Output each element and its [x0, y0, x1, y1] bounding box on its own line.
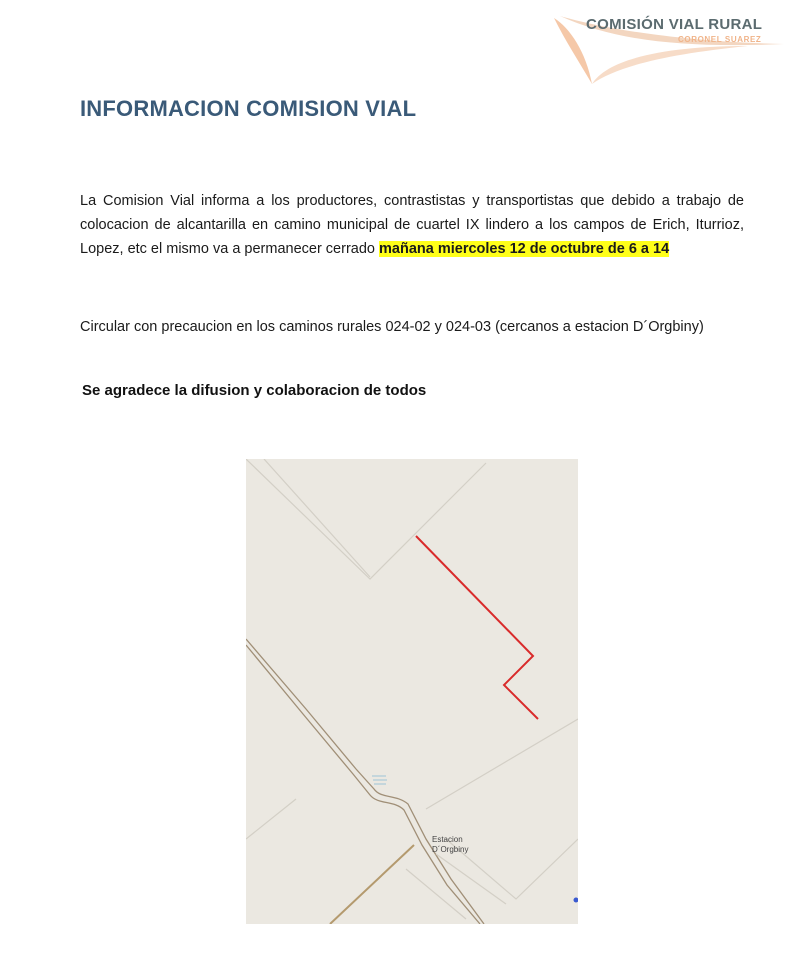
map-drawing	[246, 459, 578, 924]
map-label-station	[432, 835, 468, 855]
map-label-line2: D´Orgbiny	[432, 845, 469, 854]
notice-text: La Comision Vial informa a los productores, contrastistas y transportistas que debido a trabajo de colocacion de alcantarilla en camino municipal de cuartel IX lindero a los campos de Erich, Iturrioz, Lopez, etc el mismo va a permanecer cerrado	[80, 193, 744, 257]
map-label-line1: Estacion	[432, 835, 463, 844]
logo-title: COMISIÓN VIAL RURAL	[586, 16, 763, 33]
thanks-note: Se agradece la difusion y colaboracion de todos	[82, 382, 427, 399]
page-title: INFORMACION COMISION VIAL	[80, 96, 417, 121]
highlighted-date: mañana miercoles 12 de octubre de 6 a 14	[379, 241, 670, 257]
logo	[548, 8, 788, 90]
notice-paragraph	[80, 189, 744, 261]
logo-subtitle: CORONEL SUAREZ	[678, 35, 762, 44]
caution-paragraph: Circular con precaucion en los caminos rurales 024-02 y 024-03 (cercanos a estacion D´Orgbiny)	[80, 319, 704, 335]
map-image	[246, 459, 578, 924]
